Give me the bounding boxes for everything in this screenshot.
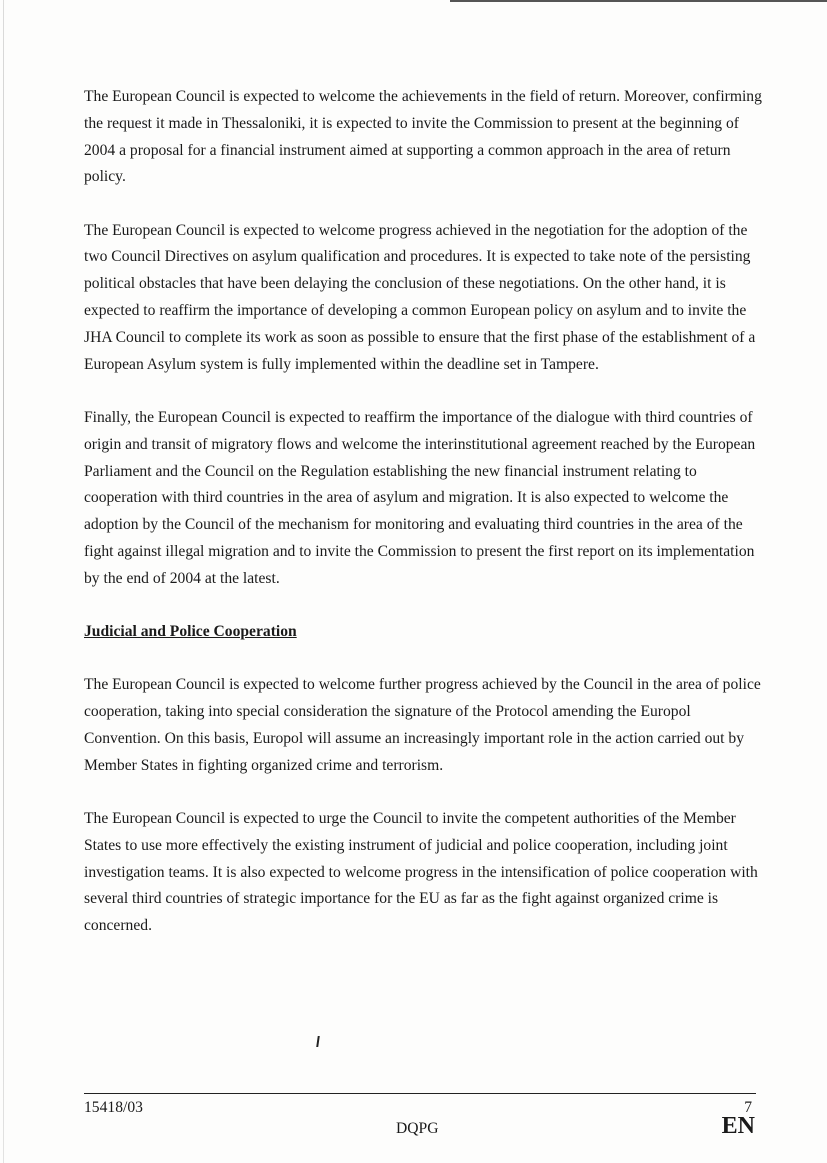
paragraph-police-cooperation: The European Council is expected to welcome further progress achieved by the Council in the area of police cooperation, taking into special consideration the signature of the Protocol amending the Europol Convention. On this basis, Europol will assume an increasingly important role in the action carried out by Member States in fighting organized crime and terrorism. — [84, 676, 761, 774]
header-rule — [450, 0, 827, 2]
department-code: DQPG — [396, 1120, 439, 1137]
page-number: 7 — [744, 1099, 752, 1116]
paragraph-judicial-cooperation: The European Council is expected to urge the Council to invite the competent authorities of the Member States to use more effectively the existing instrument of judicial and police cooperation, including joint investigation teams. It is also expected to welcome progress in the intensification of police cooperation with several third countries of strategic importance for the EU as far as the fight against organized crime is concerned. — [84, 810, 758, 935]
document-body — [84, 84, 764, 967]
paragraph-return-policy: The European Council is expected to welcome the achievements in the field of return. Moreover, confirming the request it made in Thessaloniki, it is expected to invite the Commission to present at the beginning of 2004 a proposal for a financial instrument aimed at supporting a common approach in the area of return policy. — [84, 88, 762, 186]
section-heading: Judicial and Police Cooperation — [84, 623, 297, 641]
language-code: EN — [721, 1113, 755, 1139]
footer-rule — [84, 1093, 756, 1094]
document-reference: 15418/03 — [84, 1099, 143, 1116]
scan-artifact-mark — [316, 1036, 320, 1047]
scan-edge — [3, 0, 4, 1163]
paragraph-asylum-directives: The European Council is expected to welcome progress achieved in the negotiation for the adoption of the two Council Directives on asylum qualification and procedures. It is expected to take note of the persisting political obstacles that have been delaying the conclusion of these negotiations. On the other hand, it is expected to reaffirm the importance of developing a common European policy on asylum and to invite the JHA Council to complete its work as soon as possible to ensure that the first phase of the establishment of a European Asylum system is fully implemented within the deadline set in Tampere. — [84, 221, 756, 373]
paragraph-third-countries: Finally, the European Council is expected to reaffirm the importance of the dialogue with third countries of origin and transit of migratory flows and welcome the interinstitutional agreement reached by the European Parliament and the Council on the Regulation establishing the new financial instrument relating to cooperation with third countries in the area of asylum and migration. It is also expected to welcome the adoption by the Council of the mechanism for monitoring and evaluating third countries in the area of the fight against illegal migration and to invite the Commission to present the first report on its implementation by the end of 2004 at the latest. — [84, 408, 756, 587]
